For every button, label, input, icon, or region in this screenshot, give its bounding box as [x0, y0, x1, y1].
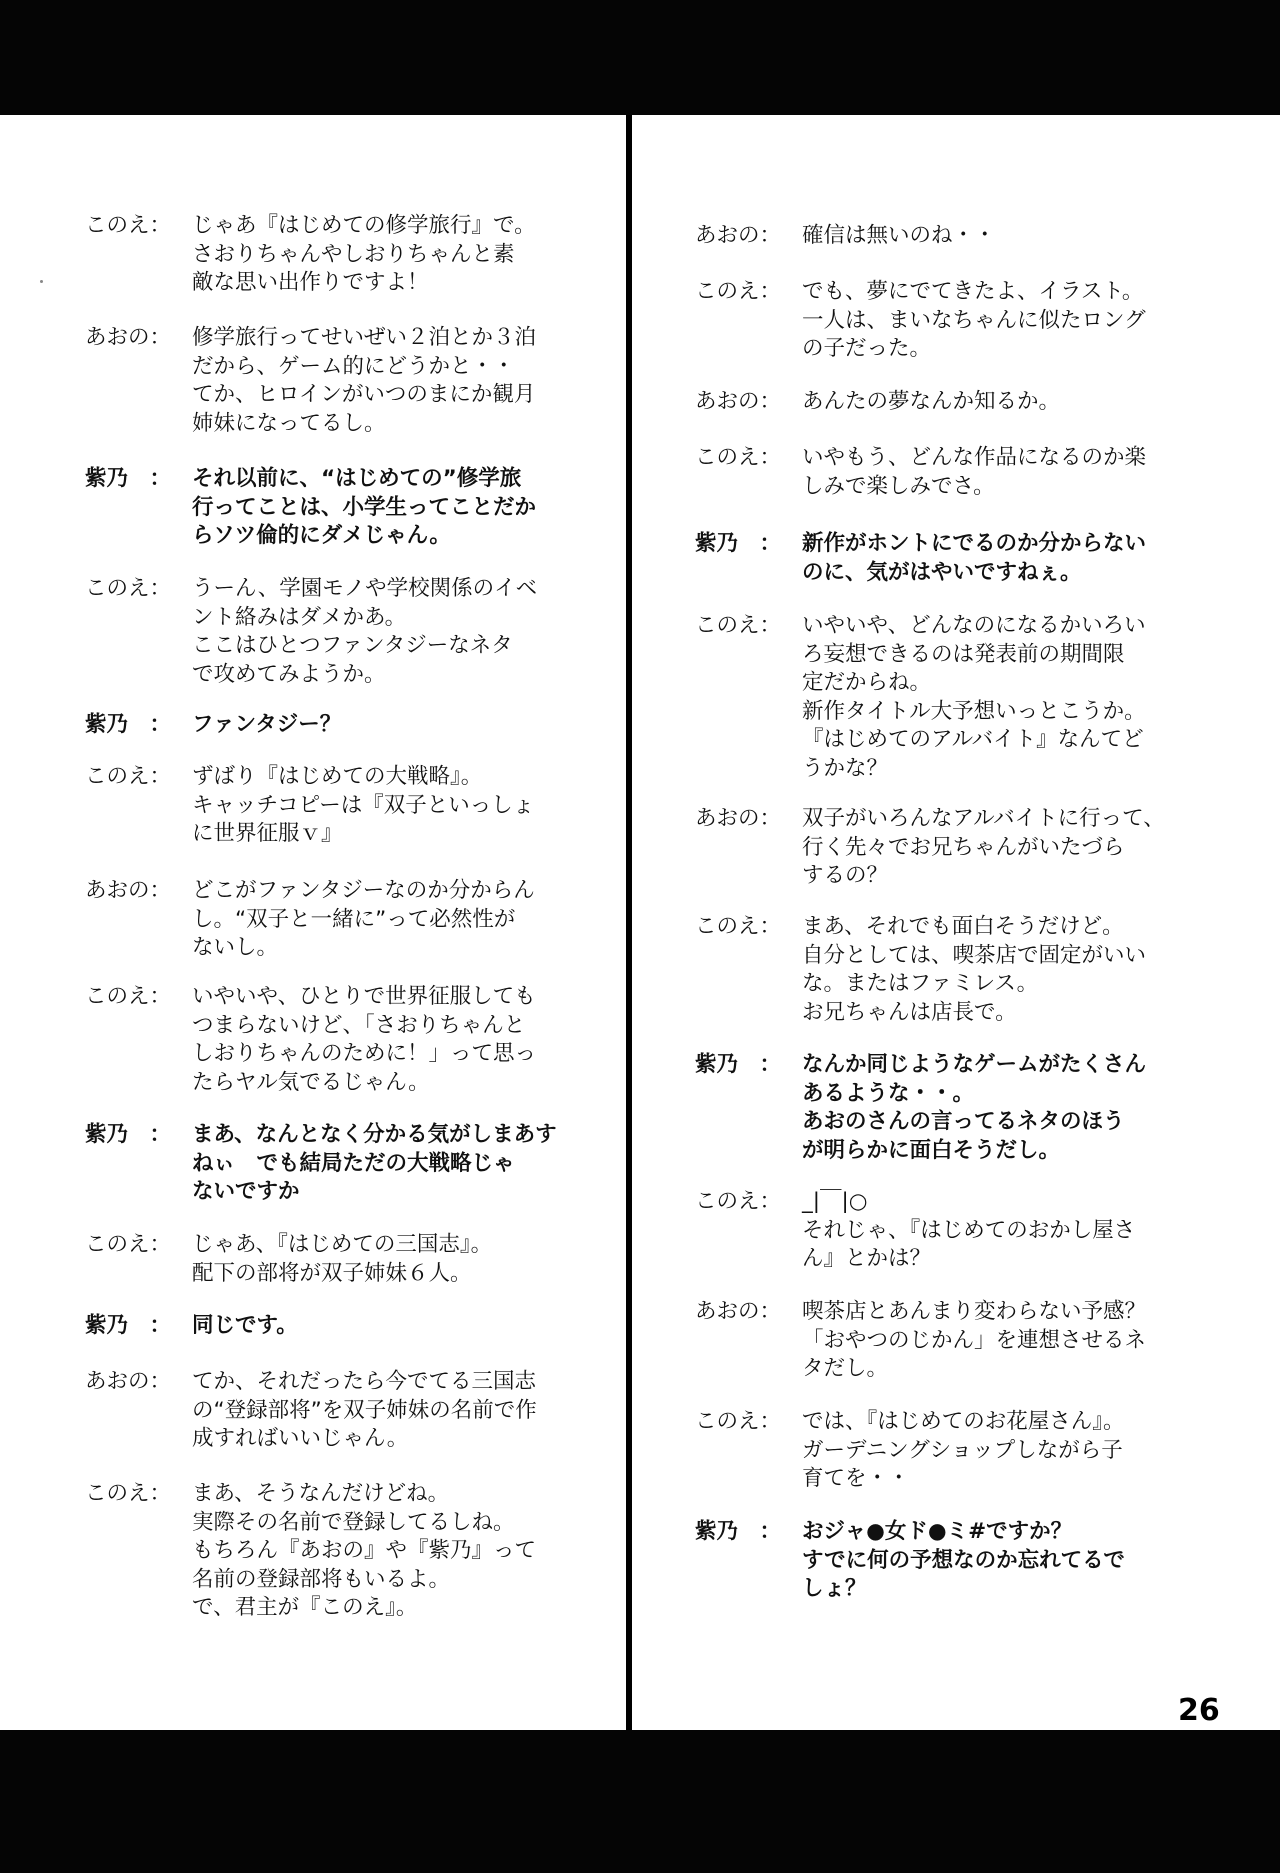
dialogue-text: 双子がいろんなアルバイトに行って、 行く先々でお兄ちゃんがいたづら するの？: [802, 806, 1165, 888]
dialogue-text: いやいや、ひとりで世界征服しても つまらないけど、「さおりちゃんと しおりちゃんのために！」って思っ たらヤル気でるじゃん。: [192, 984, 537, 1095]
speaker-label: このえ：: [85, 1232, 172, 1257]
speaker-label: このえ：: [695, 613, 782, 638]
dialogue-text: まあ、それでも面白そうだけど。 自分としては、喫茶店で固定がいい な。またはファミレス。 お兄ちゃんは店長で。: [802, 914, 1147, 1025]
dialogue-entry: [695, 612, 1146, 783]
dialogue-text: まあ、なんとなく分かる気がしまあす ねぃ でも結局ただの大戦略じゃ ないですか: [192, 1122, 557, 1204]
speaker-label: あおの：: [695, 389, 782, 414]
speaker-label: あおの：: [695, 806, 782, 831]
bottom-black-band: [0, 1730, 1280, 1873]
dialogue-text: 修学旅行ってせいぜい２泊とか３泊 だから、ゲーム的にどうかと・・ てか、ヒロインがいつのまにか観月 姉妹になってるし。: [192, 325, 537, 436]
speaker-label: あおの：: [695, 1299, 782, 1324]
dialogue-text: いやもう、どんな作品になるのか楽 しみで楽しみでさ。: [802, 445, 1147, 499]
dialogue-text: じゃあ、『はじめての三国志』。 配下の部将が双子姉妹６人。: [192, 1232, 493, 1286]
dialogue-text: おジャ●女ド●ミ#ですか？ すでに何の予想なのか忘れてるで しょ？: [802, 1519, 1125, 1601]
dialogue-text: でも、夢にでてきたよ、イラスト。 一人は、まいなちゃんに似たロング の子だった。: [802, 279, 1146, 361]
dialogue-entry: [695, 1518, 1125, 1604]
speaker-label: 紫乃 ：: [695, 1052, 782, 1077]
dialogue-text: なんか同じようなゲームがたくさん あるような・・。 あおのさんの言ってるネタのほう が明らかに面白そうだし。: [802, 1052, 1147, 1163]
dialogue-text: 新作がホントにでるのか分からない のに、気がはやいですねぇ。: [802, 531, 1147, 585]
dialogue-entry: [695, 1298, 1146, 1384]
dialogue-text: ずばり『はじめての大戦略』。 キャッチコピーは『双子といっしょ に世界征服ｖ』: [192, 764, 535, 846]
dialogue-entry: [85, 711, 341, 740]
speaker-label: このえ：: [85, 213, 172, 238]
speaker-label: このえ：: [85, 764, 172, 789]
dialogue-entry: [85, 1312, 298, 1341]
dialogue-text: てか、それだったら今でてる三国志 の“登録部将”を双子姉妹の名前で作 成すればいいじゃん。: [192, 1369, 537, 1451]
dialogue-entry: [85, 877, 535, 963]
speaker-label: このえ：: [695, 445, 782, 470]
dialogue-entry: [695, 805, 1165, 891]
center-gutter: [626, 115, 632, 1730]
dialogue-entry: [85, 983, 536, 1097]
dialogue-entry: [695, 1051, 1146, 1165]
dialogue-text: うーん、学園モノや学校関係のイベ ント絡みはダメかあ。 ここはひとつファンタジーなネタ で攻めてみようか。: [192, 576, 538, 687]
speaker-label: このえ：: [85, 576, 172, 601]
speaker-label: このえ：: [695, 1409, 782, 1434]
speaker-label: 紫乃 ：: [695, 531, 782, 556]
speaker-label: あおの：: [85, 1369, 172, 1394]
speaker-label: 紫乃 ：: [85, 1122, 172, 1147]
dialogue-entry: [695, 913, 1146, 1027]
speaker-label: このえ：: [85, 1481, 172, 1506]
speaker-label: 紫乃 ：: [85, 466, 172, 491]
speaker-label: このえ：: [85, 984, 172, 1009]
dialogue-entry: [85, 1231, 492, 1288]
page-number: 26: [1178, 1693, 1220, 1728]
speaker-label: このえ：: [695, 1189, 782, 1214]
dialogue-entry: [85, 212, 536, 298]
dialogue-entry: [695, 1408, 1125, 1494]
dialogue-text: あんたの夢なんか知るか。: [802, 389, 1061, 414]
dialogue-entry: [85, 1480, 536, 1623]
speaker-label: 紫乃 ：: [85, 712, 172, 737]
dialogue-text: まあ、そうなんだけどね。 実際その名前で登録してるしね。 もちろん『あおの』や『紫乃』って 名前の登録部将もいるよ。 で、君主が『このえ』。: [192, 1481, 537, 1620]
dialogue-entry: [85, 763, 534, 849]
speaker-label: あおの：: [695, 223, 782, 248]
dialogue-text: 同じです。: [192, 1313, 298, 1338]
dialogue-text: どこがファンタジーなのか分からん し。“双子と一緒に”って必然性が ないし。: [192, 878, 535, 960]
dialogue-text: 喫茶店とあんまり変わらない予感？ 「おやつのじかん」を連想させるネ タだし。: [802, 1299, 1147, 1381]
dialogue-entry: [695, 278, 1146, 364]
top-black-band: [0, 0, 1280, 115]
dialogue-entry: [85, 324, 536, 438]
speaker-label: 紫乃 ：: [85, 1313, 172, 1338]
speaker-label: このえ：: [695, 279, 782, 304]
dialogue-entry: [695, 1188, 1135, 1274]
dialogue-text: それ以前に、“はじめての”修学旅 行ってことは、小学生ってことだか らソツ倫的にダメじゃん。: [192, 466, 537, 548]
dialogue-entry: [85, 575, 537, 689]
dialogue-entry: [695, 388, 1060, 417]
dialogue-entry: [85, 1368, 537, 1454]
dialogue-text: _|￣|○ それじゃ、『はじめてのおかし屋さ ん』とかは？: [802, 1189, 1136, 1271]
dialogue-text: では、『はじめてのお花屋さん』。 ガーデニングショップしながら子 育てを・・: [802, 1409, 1125, 1491]
dialogue-text: じゃあ『はじめての修学旅行』で。 さおりちゃんやしおりちゃんと素 敵な思い出作りですよ！: [192, 213, 536, 295]
dialogue-entry: [695, 444, 1146, 501]
dialogue-text: 確信は無いのね・・: [802, 223, 996, 248]
dialogue-entry: [695, 222, 996, 251]
dialogue-text: いやいや、どんなのになるかいろい ろ妄想できるのは発表前の期間限 定だからね。 新作タイトル大予想いっとこうか。 『はじめてのアルバイト』なんてど うかな？: [802, 613, 1146, 781]
page-speck: [40, 280, 43, 283]
speaker-label: あおの：: [85, 878, 172, 903]
dialogue-entry: [695, 530, 1146, 587]
speaker-label: あおの：: [85, 325, 172, 350]
dialogue-entry: [85, 1121, 557, 1207]
dialogue-entry: [85, 465, 536, 551]
speaker-label: このえ：: [695, 914, 782, 939]
speaker-label: 紫乃 ：: [695, 1519, 782, 1544]
dialogue-text: ファンタジー？: [192, 712, 342, 737]
